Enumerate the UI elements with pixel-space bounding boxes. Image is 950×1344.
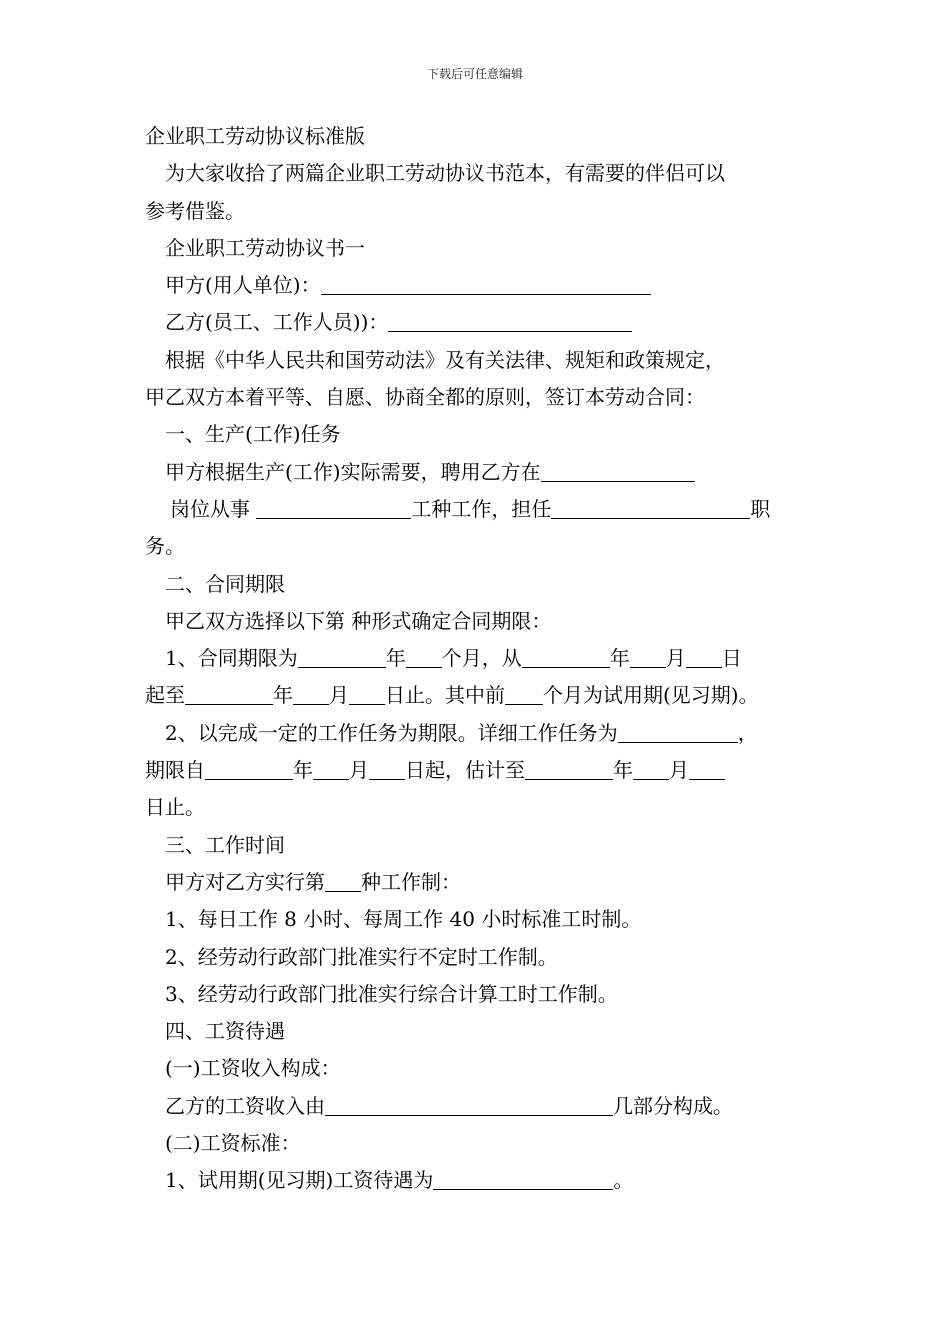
work-system-blank[interactable] (325, 869, 361, 892)
party-b-label: 乙方(员工、工作人员))： (165, 310, 389, 335)
s2-choose-line: 甲乙双方选择以下第 种形式确定合同期限： (165, 608, 552, 633)
s2-text: 年 (385, 646, 406, 671)
party-b-line (145, 304, 825, 341)
section-3-heading: 三、工作时间 (165, 832, 285, 857)
s2-text: 日起，估计至 (405, 758, 525, 783)
s2-text: 月 (329, 683, 349, 708)
s1-line-1 (145, 454, 825, 491)
end-day-blank[interactable] (349, 682, 385, 705)
s1-line-3: 务。 (145, 534, 185, 559)
s4-text: 乙方的工资收入由 (165, 1093, 325, 1118)
s2-text: 月 (349, 758, 369, 783)
probation-wage-blank[interactable] (433, 1167, 613, 1190)
party-a-blank[interactable] (321, 272, 651, 295)
intro-line-1: 为大家收拾了两篇企业职工劳动协议书范本，有需要的伴侣可以 (165, 161, 725, 186)
intro-line-2: 参考借鉴。 (145, 198, 245, 223)
years-blank[interactable] (298, 645, 386, 668)
s4-sub-1: (一)工资收入构成： (165, 1056, 341, 1081)
party-a-line (145, 267, 825, 304)
s2-text: 年 (609, 646, 630, 671)
end-year-blank[interactable] (185, 682, 273, 705)
limit-end-year-blank[interactable] (525, 757, 613, 780)
s1-text: 岗位从事 (170, 496, 257, 521)
s4-text: 几部分构成。 (613, 1093, 733, 1118)
s2-option-1-cont (145, 677, 825, 714)
s2-text: 年 (613, 758, 633, 783)
s4-text: 1、试用期(见习期)工资待遇为 (165, 1168, 434, 1193)
s3-line-1 (145, 864, 825, 901)
job-type-blank[interactable] (256, 496, 411, 519)
basis-line-1: 根据《中华人民共和国劳动法》及有关法律、规矩和政策规定， (165, 347, 725, 372)
agreement-title: 企业职工劳动协议书一 (165, 235, 365, 260)
s4-sub-2: (二)工资标准： (165, 1131, 301, 1156)
s2-text: 年 (293, 758, 313, 783)
s2-text: 月 (665, 646, 686, 671)
party-a-label: 甲方(用人单位)： (165, 273, 321, 298)
s3-item-2: 2、经劳动行政部门批准实行不定时工作制。 (165, 944, 558, 969)
party-b-blank[interactable] (388, 309, 632, 332)
page-header: 下载后可任意编辑 (426, 67, 523, 81)
limit-end-day-blank[interactable] (689, 757, 725, 780)
limit-start-day-blank[interactable] (369, 757, 405, 780)
section-1-heading: 一、生产(工作)任务 (165, 422, 341, 447)
start-year-blank[interactable] (522, 645, 610, 668)
limit-end-month-blank[interactable] (633, 757, 669, 780)
s2-text: 2、以完成一定的工作任务为期限。详细工作任务为 (165, 720, 618, 745)
s4-line-1 (145, 1088, 825, 1125)
s3-text: 甲方对乙方实行第 (165, 869, 325, 894)
start-day-blank[interactable] (686, 645, 722, 668)
s2-text: 月 (669, 758, 689, 783)
document-title: 企业职工劳动协议标准版 (145, 124, 365, 148)
s2-option-2-end: 日止。 (145, 795, 205, 820)
months-blank[interactable] (406, 645, 442, 668)
s1-text: 甲方根据生产(工作)实际需要，聘用乙方在 (165, 459, 541, 484)
task-blank[interactable] (618, 720, 738, 743)
s2-text: 日止。其中前 (385, 683, 505, 708)
s2-option-1-line (145, 640, 825, 677)
s4-line-2 (145, 1162, 825, 1199)
s4-text: 。 (613, 1168, 634, 1193)
start-month-blank[interactable] (630, 645, 666, 668)
s2-text: 年 (273, 683, 293, 708)
limit-start-month-blank[interactable] (313, 757, 349, 780)
section-4-heading: 四、工资待遇 (165, 1019, 285, 1044)
end-month-blank[interactable] (293, 682, 329, 705)
s1-text: 工种工作，担任 (411, 496, 552, 521)
basis-line-2: 甲乙双方本着平等、自愿、协商全都的原则，签订本劳动合同： (145, 385, 705, 410)
s2-option-2-cont (145, 752, 825, 789)
s2-option-2-line (145, 715, 825, 752)
wage-composition-blank[interactable] (325, 1093, 613, 1116)
s2-text: 个月，从 (441, 646, 522, 671)
probation-months-blank[interactable] (505, 682, 543, 705)
s1-text: 职 (750, 496, 771, 521)
s3-item-3: 3、经劳动行政部门批准实行综合计算工时工作制。 (165, 981, 618, 1006)
position-blank[interactable] (541, 459, 695, 482)
document-body (145, 118, 825, 1200)
s3-item-1: 1、每日工作 8 小时、每周工作 40 小时标准工时制。 (165, 907, 642, 932)
s2-text: 期限自 (145, 758, 205, 783)
s3-text: 种工作制： (361, 869, 461, 894)
s2-text: 1、合同期限为 (165, 646, 298, 671)
s2-text: 起至 (145, 683, 185, 708)
s1-line-2 (145, 491, 825, 528)
s2-text: 个月为试用期(见习期)。 (543, 683, 759, 708)
s2-text: 日 (721, 646, 742, 671)
duty-blank[interactable] (551, 496, 750, 519)
section-2-heading: 二、合同期限 (165, 571, 285, 596)
s2-text: ， (737, 720, 758, 745)
limit-start-year-blank[interactable] (205, 757, 293, 780)
